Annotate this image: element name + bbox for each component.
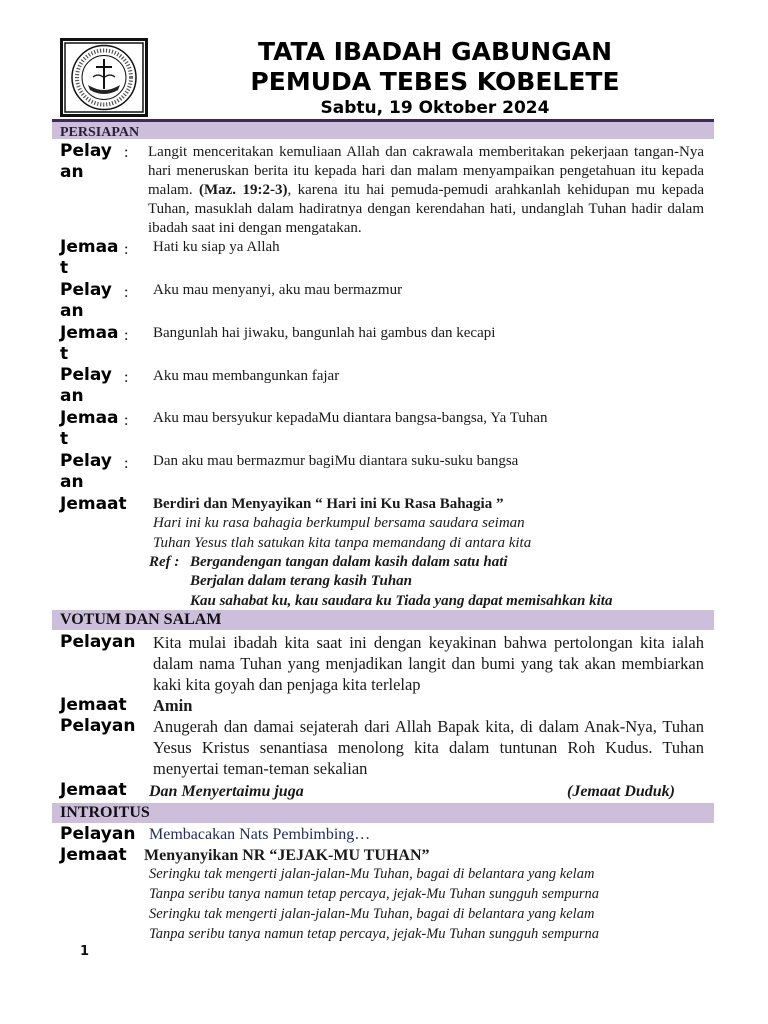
section-header-votum: VOTUM DAN SALAM xyxy=(52,610,714,630)
scripture-reference: (Maz. 19:2-3) xyxy=(199,182,288,198)
refrain-lyric: Berjalan dalam terang kasih Tuhan xyxy=(190,573,412,589)
song-lyric: Tanpa seribu tanya namun tetap percaya, jejak-Mu Tuhan sungguh sempurna xyxy=(149,886,600,902)
church-logo xyxy=(60,38,148,117)
refrain-lyric: Bergandengan tangan dalam kasih dalam satu hati xyxy=(190,554,508,570)
section-header-persiapan: PERSIAPAN xyxy=(52,119,714,139)
liturgy-text: Kita mulai ibadah kita saat ini dengan keyakinan bahwa pertolongan kita ialah dalam nama Tuhan yang menjadikan langit dan bumi yang tak akan membiarkan kaki kita goyah dan penjaga kita terlelap xyxy=(153,633,704,694)
response-text: Dan Menyertaimu juga xyxy=(149,783,304,800)
liturgy-text: Anugerah dan damai sejaterah dari Allah Bapak kita, di dalam Anak-Nya, Tuhan Yesus Kristus senantiasa menolong kita dalam tuntunan Roh Kudus. Tuhan menyertai teman-teman sekalian xyxy=(153,717,704,778)
document-date: Sabtu, 19 Oktober 2024 xyxy=(320,98,550,118)
text-part: , karena itu hai pemuda-pemudi arahkanlah kehidupan mu kepada Tuhan, masuklah dalam hadiratnya dengan kerendahan hati, undanglah Tuhan hadir dalam ibadah saat ini dengan mengatakan. xyxy=(148,182,705,236)
speaker-label: Jemaat xyxy=(60,780,127,800)
speaker-label: Jemaat xyxy=(60,323,119,364)
song-instruction: Berdiri dan Menyayikan “ Hari ini Ku Rasa Bahagia ” xyxy=(153,496,504,512)
colon: : xyxy=(124,455,129,472)
document-title-line1: TATA IBADAH GABUNGAN xyxy=(257,37,613,66)
speaker-label: Jemaat xyxy=(60,494,127,514)
refrain-lyric: Kau sahabat ku, kau saudara ku Tiada yang dapat memisahkan kita xyxy=(190,593,613,609)
instruction-note: (Jemaat Duduk) xyxy=(567,783,675,800)
speaker-label: Pelayan xyxy=(60,280,112,321)
refrain-label: Ref : xyxy=(149,554,180,570)
song-lyric: Seringku tak mengerti jalan-jalan-Mu Tuhan, bagai di belantara yang kelam xyxy=(149,866,595,882)
section-header-introitus: INTROITUS xyxy=(52,803,714,823)
response-text: Aku mau membangunkan fajar xyxy=(153,368,340,384)
liturgy-text xyxy=(148,143,704,238)
colon: : xyxy=(124,144,129,161)
response-text: Aku mau menyanyi, aku mau bermazmur xyxy=(153,282,403,298)
speaker-label: Pelayan xyxy=(60,824,136,844)
song-lyric: Seringku tak mengerti jalan-jalan-Mu Tuhan, bagai di belantara yang kelam xyxy=(149,906,595,922)
page-number: 1 xyxy=(80,944,90,959)
colon: : xyxy=(124,241,129,258)
speaker-label: Pelayan xyxy=(60,141,112,182)
response-text: Hati ku siap ya Allah xyxy=(153,239,280,255)
speaker-label: Jemaat xyxy=(60,695,127,715)
liturgy-text: Membacakan Nats Pembimbing… xyxy=(149,826,371,843)
response-text: Dan aku mau bermazmur bagiMu diantara suku-suku bangsa xyxy=(153,453,519,469)
song-lyric: Tanpa seribu tanya namun tetap percaya, jejak-Mu Tuhan sungguh sempurna xyxy=(149,926,600,942)
colon: : xyxy=(124,412,129,429)
speaker-label: Jemaat xyxy=(60,845,127,865)
colon: : xyxy=(124,369,129,386)
speaker-label: Pelayan xyxy=(60,632,136,652)
text-part: Langit menceritakan kemuliaan Allah dan cakrawala memberitakan pekerjaan tangan-Nya hari meneruskan berita itu kepada hari dan malam menyampaikan pengetahuan itu kepada malam. xyxy=(148,144,704,198)
song-instruction: Menyanyikan NR “JEJAK-MU TUHAN” xyxy=(144,847,430,864)
speaker-label: Jemaat xyxy=(60,408,119,449)
speaker-label: Pelayan xyxy=(60,451,112,492)
response-text: Bangunlah hai jiwaku, bangunlah hai gambus dan kecapi xyxy=(153,325,496,341)
colon: : xyxy=(124,284,129,301)
response-text: Amin xyxy=(153,696,193,715)
response-text: Aku mau bersyukur kepadaMu diantara bangsa-bangsa, Ya Tuhan xyxy=(153,410,548,426)
church-seal-icon xyxy=(63,41,145,114)
document-title-line2: PEMUDA TEBES KOBELETE xyxy=(250,67,620,96)
speaker-label: Jemaat xyxy=(60,237,119,278)
colon: : xyxy=(124,327,129,344)
song-lyric: Hari ini ku rasa bahagia berkumpul bersama saudara seiman xyxy=(153,515,525,531)
speaker-label: Pelayan xyxy=(60,365,112,406)
speaker-label: Pelayan xyxy=(60,716,136,736)
song-lyric: Tuhan Yesus tlah satukan kita tanpa memandang di antara kita xyxy=(153,535,532,551)
